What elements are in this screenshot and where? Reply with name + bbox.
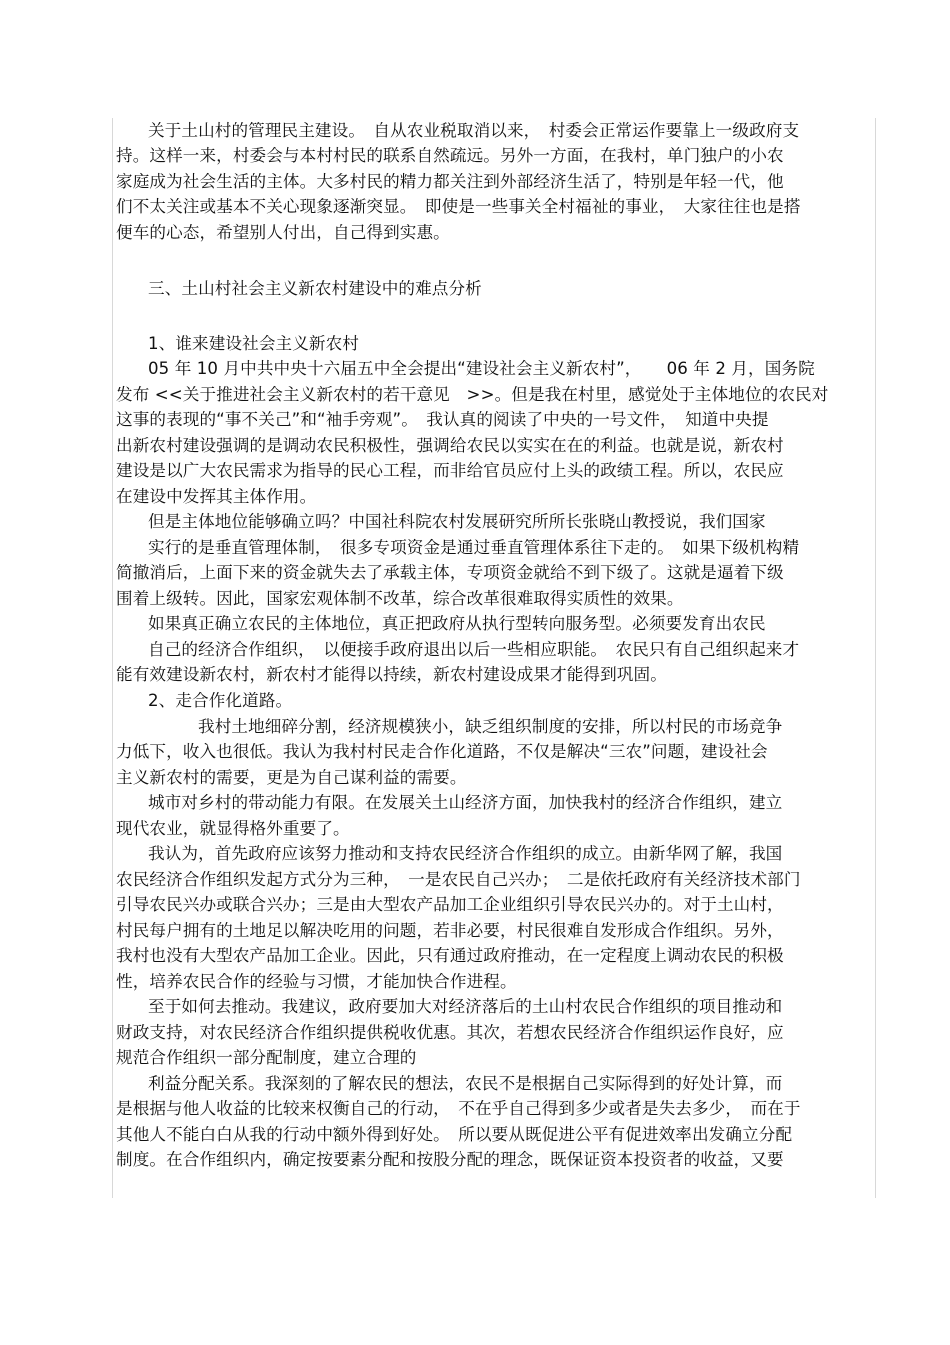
text-line: 规范合作组织一部分配制度，建立合理的 — [116, 1048, 417, 1067]
text-line: 财政支持，对农民经济合作组织提供税收优惠。其次，若想农民经济合作组织运作良好，应 — [116, 1023, 784, 1042]
text-line: 持。这样一来，村委会与本村村民的联系自然疏远。另外一方面，在我村，单门独户的小农 — [116, 146, 784, 165]
text-line: 出新农村建设强调的是调动农民积极性，强调给农民以实实在在的利益。也就是说，新农村 — [116, 436, 784, 455]
text-line: 引导农民兴办或联合兴办；三是由大型农产品加工企业组织引导农民兴办的。对于土山村， — [116, 895, 784, 914]
text-line: 在建设中发挥其主体作用。 — [116, 487, 317, 506]
text-line: 力低下，收入也很低。我认为我村村民走合作化道路，不仅是解决“三农”问题，建设社会 — [116, 742, 768, 761]
text-line: 能有效建设新农村，新农村才能得以持续，新农村建设成果才能得到巩固。 — [116, 665, 667, 684]
text-line: 我村也没有大型农产品加工企业。因此，只有通过政府推动，在一定程度上调动农民的积极 — [116, 946, 784, 965]
text-line: 主义新农村的需要，更是为自己谋利益的需要。 — [116, 768, 467, 787]
text-line: 这事的表现的“事不关己”和“袖手旁观”。 我认真的阅读了中央的一号文件， 知道中央提 — [116, 410, 769, 429]
text-line: 关于土山村的管理民主建设。 自从农业税取消以来， 村委会正常运作要靠上一级政府支 — [148, 121, 800, 140]
text-line: 城市对乡村的带动能力有限。在发展关土山经济方面，加快我村的经济合作组织，建立 — [148, 793, 783, 812]
text-line: 如果真正确立农民的主体地位，真正把政府从执行型转向服务型。必须要发育出农民 — [148, 614, 766, 633]
text-line: 们不太关注或基本不关心现象逐渐突显。 即使是一些事关全村福祉的事业， 大家往往也是搭 — [116, 197, 801, 216]
text-line: 其他人不能白白从我的行动中额外得到好处。 所以要从既促进公平有促进效率出发确立分配 — [116, 1125, 793, 1144]
text-line: 制度。在合作组织内，确定按要素分配和按股分配的理念，既保证资本投资者的收益，又要 — [116, 1150, 784, 1169]
text-line: 简撤消后，上面下来的资金就失去了承载主体，专项资金就给不到下级了。这就是逼着下级 — [116, 563, 784, 582]
text-line: 至于如何去推动。我建议，政府要加大对经济落后的土山村农民合作组织的项目推动和 — [148, 997, 783, 1016]
text-line: 性，培养农民合作的经验与习惯，才能加快合作进程。 — [116, 972, 517, 991]
text-line: 实行的是垂直管理体制， 很多专项资金是通过垂直管理体系往下走的。 如果下级机构精 — [148, 538, 800, 557]
text-line: 村民每户拥有的土地足以解决吃用的问题，若非必要，村民很难自发形成合作组织。另外， — [116, 921, 784, 940]
section-heading: 三、土山村社会主义新农村建设中的难点分析 — [148, 279, 482, 298]
left-margin-line — [112, 118, 113, 1198]
text-line: 便车的心态，希望别人付出，自己得到实惠。 — [116, 223, 450, 242]
text-line: 围着上级转。因此，国家宏观体制不改革，综合改革很难取得实质性的效果。 — [116, 589, 684, 608]
text-line: 自己的经济合作组织， 以便接手政府退出以后一些相应职能。 农民只有自己组织起来才 — [148, 640, 800, 659]
text-line: 利益分配关系。我深刻的了解农民的想法，农民不是根据自己实际得到的好处计算，而 — [148, 1074, 783, 1093]
right-margin-line — [875, 118, 876, 1198]
text-line: 我村土地细碎分割，经济规模狭小，缺乏组织制度的安排，所以村民的市场竞争 — [198, 717, 783, 736]
text-line: 农民经济合作组织发起方式分为三种， 一是农民自己兴办； 二是依托政府有关经济技术部门 — [116, 870, 801, 889]
text-line: 现代农业，就显得格外重要了。 — [116, 819, 350, 838]
text-line: 但是主体地位能够确立吗？中国社科院农村发展研究所所长张晓山教授说，我们国家 — [148, 512, 766, 531]
text-line: 05 年 10 月中共中央十六届五中全会提出“建设社会主义新农村”， 06 年 2 月，国务院 — [148, 359, 815, 378]
subsection-heading: 2、走合作化道路。 — [148, 691, 293, 710]
text-line: 家庭成为社会生活的主体。大多村民的精力都关注到外部经济生活了，特别是年轻一代，他 — [116, 172, 784, 191]
subsection-heading: 1、谁来建设社会主义新农村 — [148, 334, 359, 353]
text-line: 是根据与他人收益的比较来权衡自己的行动， 不在乎自己得到多少或者是失去多少， 而在于 — [116, 1099, 801, 1118]
text-line: 建设是以广大农民需求为指导的民心工程，而非给官员应付上头的政绩工程。所以，农民应 — [116, 461, 784, 480]
text-line: 我认为，首先政府应该努力推动和支持农民经济合作组织的成立。由新华网了解，我国 — [148, 844, 783, 863]
text-line: 发布 <<关于推进社会主义新农村的若干意见 >>。但是我在村里，感觉处于主体地位的农民对 — [116, 385, 829, 404]
